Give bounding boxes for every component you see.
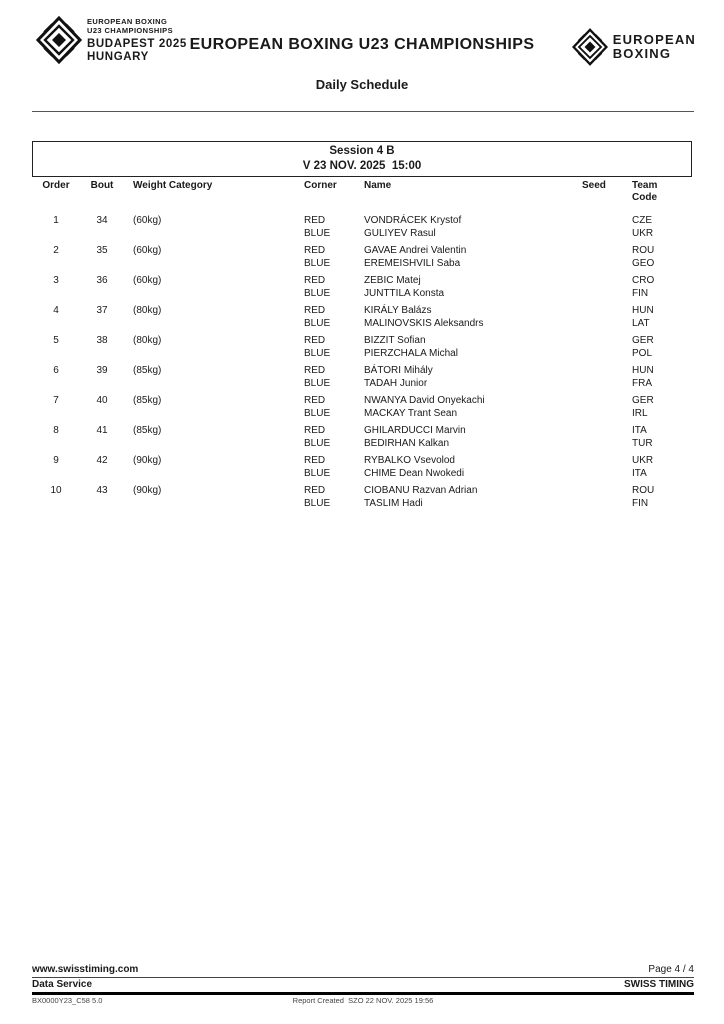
blue-boxer-name: MACKAY Trant Sean [364,407,458,419]
bout-number: 35 [96,245,108,256]
blue-corner-label: BLUE [304,377,331,389]
red-boxer-name: CIOBANU Razvan Adrian [364,485,478,496]
blue-team-code: TUR [632,437,653,449]
bout-order: 1 [53,215,59,226]
red-boxer-name: ZEBIC Matej [364,275,421,286]
team-cell [632,365,692,390]
team-cell [632,425,692,450]
bout-row-36 [32,275,692,300]
blue-corner-label: BLUE [304,407,331,419]
seed-cell [582,455,632,480]
blue-boxer-name: GULIYEV Rasul [364,227,436,239]
blue-team-code: IRL [632,407,648,419]
seed-cell [582,365,632,390]
footer-thick-bar [32,992,694,995]
blue-boxer-name: BEDIRHAN Kalkan [364,437,450,449]
bout-number: 43 [96,485,108,496]
corner-cell [304,305,364,330]
bout-row-35 [32,245,692,270]
weight-category: (60kg) [133,215,162,226]
swisstiming-link[interactable]: www.swisstiming.com [32,964,139,975]
document-subtitle: Daily Schedule [315,77,409,92]
corner-cell [304,395,364,420]
red-team-code: HUN [632,365,654,376]
bout-order: 3 [53,275,59,286]
name-cell [364,365,582,390]
team-cell [632,245,692,270]
table-column-headers [32,180,692,204]
schedule-table [32,141,692,515]
name-cell [364,485,582,510]
page-number: Page 4 / 4 [648,964,694,975]
bout-order: 7 [53,395,59,406]
red-team-code: GER [632,335,654,346]
red-boxer-name: BÁTORI Mihály [364,365,433,376]
seed-cell [582,245,632,270]
red-boxer-name: BIZZIT Sofian [364,335,426,346]
red-corner-label: RED [304,215,326,226]
event-logo-line4: HUNGARY [87,50,149,63]
column-header-corner: Corner [304,180,337,191]
blue-boxer-name: JUNTTILA Konsta [364,287,445,299]
session-header-box [32,141,692,177]
blue-boxer-name: TASLIM Hadi [364,497,423,509]
data-service-label: Data Service [32,979,93,990]
seed-cell [582,275,632,300]
blue-boxer-name: TADAH Junior [364,377,428,389]
bout-row-38 [32,335,692,360]
footer-line1 [32,964,694,976]
red-team-code: UKR [632,455,654,466]
team-cell [632,455,692,480]
weight-category: (90kg) [133,485,162,496]
blue-corner-label: BLUE [304,437,331,449]
seed-cell [582,335,632,360]
red-boxer-name: RYBALKO Vsevolod [364,455,455,466]
bout-row-39 [32,365,692,390]
red-corner-label: RED [304,455,326,466]
bout-row-43 [32,485,692,510]
red-team-code: ITA [632,425,647,436]
name-cell [364,425,582,450]
name-cell [364,455,582,480]
blue-team-code: GEO [632,257,655,269]
schedule-rows [32,215,692,510]
red-corner-label: RED [304,485,326,496]
team-cell [632,395,692,420]
bout-number: 41 [96,425,108,436]
org-logo-gem-icon [572,28,608,66]
event-logo-line1: EUROPEAN BOXING [87,17,168,26]
column-header-seed: Seed [582,180,606,191]
bout-order: 8 [53,425,59,436]
blue-team-code: POL [632,347,653,359]
bout-row-41 [32,425,692,450]
bout-order: 4 [53,305,59,316]
blue-boxer-name: EREMEISHVILI Saba [364,257,461,269]
weight-category: (60kg) [133,245,162,256]
bout-order: 10 [50,485,62,496]
blue-boxer-name: PIERZCHALA Michal [364,347,458,359]
corner-cell [304,335,364,360]
red-boxer-name: NWANYA David Onyekachi [364,395,485,406]
event-logo-line2: U23 CHAMPIONSHIPS [87,25,173,35]
team-cell [632,215,692,240]
page-footer [32,964,694,1005]
red-corner-label: RED [304,365,326,376]
blue-boxer-name: CHIME Dean Nwokedi [364,467,465,479]
red-boxer-name: GHILARDUCCI Marvin [364,425,466,436]
name-cell [364,275,582,300]
corner-cell [304,425,364,450]
org-logo-text [613,33,696,61]
bout-number: 37 [96,305,108,316]
red-team-code: GER [632,395,654,406]
red-corner-label: RED [304,305,326,316]
weight-category: (85kg) [133,365,162,376]
org-logo-line1: EUROPEAN [612,32,696,47]
bout-order: 5 [53,335,59,346]
team-cell [632,305,692,330]
weight-category: (90kg) [133,455,162,466]
org-logo-line2: BOXING [612,46,672,61]
corner-cell [304,275,364,300]
name-cell [364,395,582,420]
column-header-team-line2: Code [632,192,657,203]
blue-corner-label: BLUE [304,347,331,359]
bout-row-40 [32,395,692,420]
red-corner-label: RED [304,275,326,286]
red-team-code: CZE [632,215,652,226]
column-header-team-line1: Team [632,180,658,191]
header-divider [32,111,694,112]
weight-category: (60kg) [133,275,162,286]
seed-cell [582,305,632,330]
footer-thin-rule [32,977,694,978]
red-corner-label: RED [304,335,326,346]
corner-cell [304,365,364,390]
column-header-name: Name [364,180,392,191]
name-cell [364,335,582,360]
blue-corner-label: BLUE [304,317,331,329]
weight-category: (85kg) [133,425,162,436]
red-boxer-name: GAVAE Andrei Valentin [364,245,467,256]
blue-corner-label: BLUE [304,287,331,299]
bout-order: 9 [53,455,59,466]
footer-line2 [32,979,694,991]
blue-corner-label: BLUE [304,227,331,239]
weight-category: (80kg) [133,335,162,346]
blue-team-code: ITA [632,467,647,479]
blue-team-code: LAT [632,317,650,329]
name-cell [364,215,582,240]
bout-number: 34 [96,215,108,226]
red-team-code: CRO [632,275,655,286]
red-team-code: ROU [632,245,655,256]
blue-boxer-name: MALINOVSKIS Aleksandrs [364,317,484,329]
red-boxer-name: KIRÁLY Balázs [364,305,432,316]
seed-cell [582,425,632,450]
bout-number: 39 [96,365,108,376]
bout-row-37 [32,305,692,330]
bout-row-42 [32,455,692,480]
weight-category: (85kg) [133,395,162,406]
bout-row-34 [32,215,692,240]
blue-team-code: FRA [632,377,652,389]
team-cell [632,485,692,510]
session-name: Session 4 B [329,145,395,157]
bout-number: 36 [96,275,108,286]
blue-corner-label: BLUE [304,467,331,479]
report-created-timestamp: Report Created SZO 22 NOV. 2025 19:56 [292,996,434,1005]
red-corner-label: RED [304,425,326,436]
org-logo [572,28,696,66]
red-boxer-name: VONDRÁCEK Krystof [364,215,462,226]
blue-corner-label: BLUE [304,497,331,509]
red-team-code: ROU [632,485,655,496]
bout-order: 2 [53,245,59,256]
blue-corner-label: BLUE [304,257,331,269]
red-corner-label: RED [304,245,326,256]
column-header-bout: Bout [90,180,114,191]
name-cell [364,245,582,270]
seed-cell [582,395,632,420]
corner-cell [304,455,364,480]
bout-number: 38 [96,335,108,346]
name-cell [364,305,582,330]
bout-number: 40 [96,395,108,406]
column-header-weight-category: Weight Category [133,180,213,191]
bout-number: 42 [96,455,108,466]
column-header-order: Order [42,180,70,191]
report-code: BX0000Y23_C58 5.0 [32,996,103,1005]
bout-order: 6 [53,365,59,376]
page-title: EUROPEAN BOXING U23 CHAMPIONSHIPS [189,36,535,53]
footer-line3 [32,996,694,1005]
event-logo-line3: BUDAPEST 2025 [87,38,187,50]
weight-category: (80kg) [133,305,162,316]
blue-team-code: UKR [632,227,654,239]
corner-cell [304,215,364,240]
seed-cell [582,485,632,510]
corner-cell [304,485,364,510]
red-corner-label: RED [304,395,326,406]
red-team-code: HUN [632,305,654,316]
team-cell [632,275,692,300]
blue-team-code: FIN [632,497,649,509]
team-cell [632,335,692,360]
corner-cell [304,245,364,270]
seed-cell [582,215,632,240]
column-header-team-code [632,180,692,204]
blue-team-code: FIN [632,287,649,299]
session-datetime: V 23 NOV. 2025 15:00 [302,159,422,172]
swiss-timing-label: SWISS TIMING [624,979,694,990]
